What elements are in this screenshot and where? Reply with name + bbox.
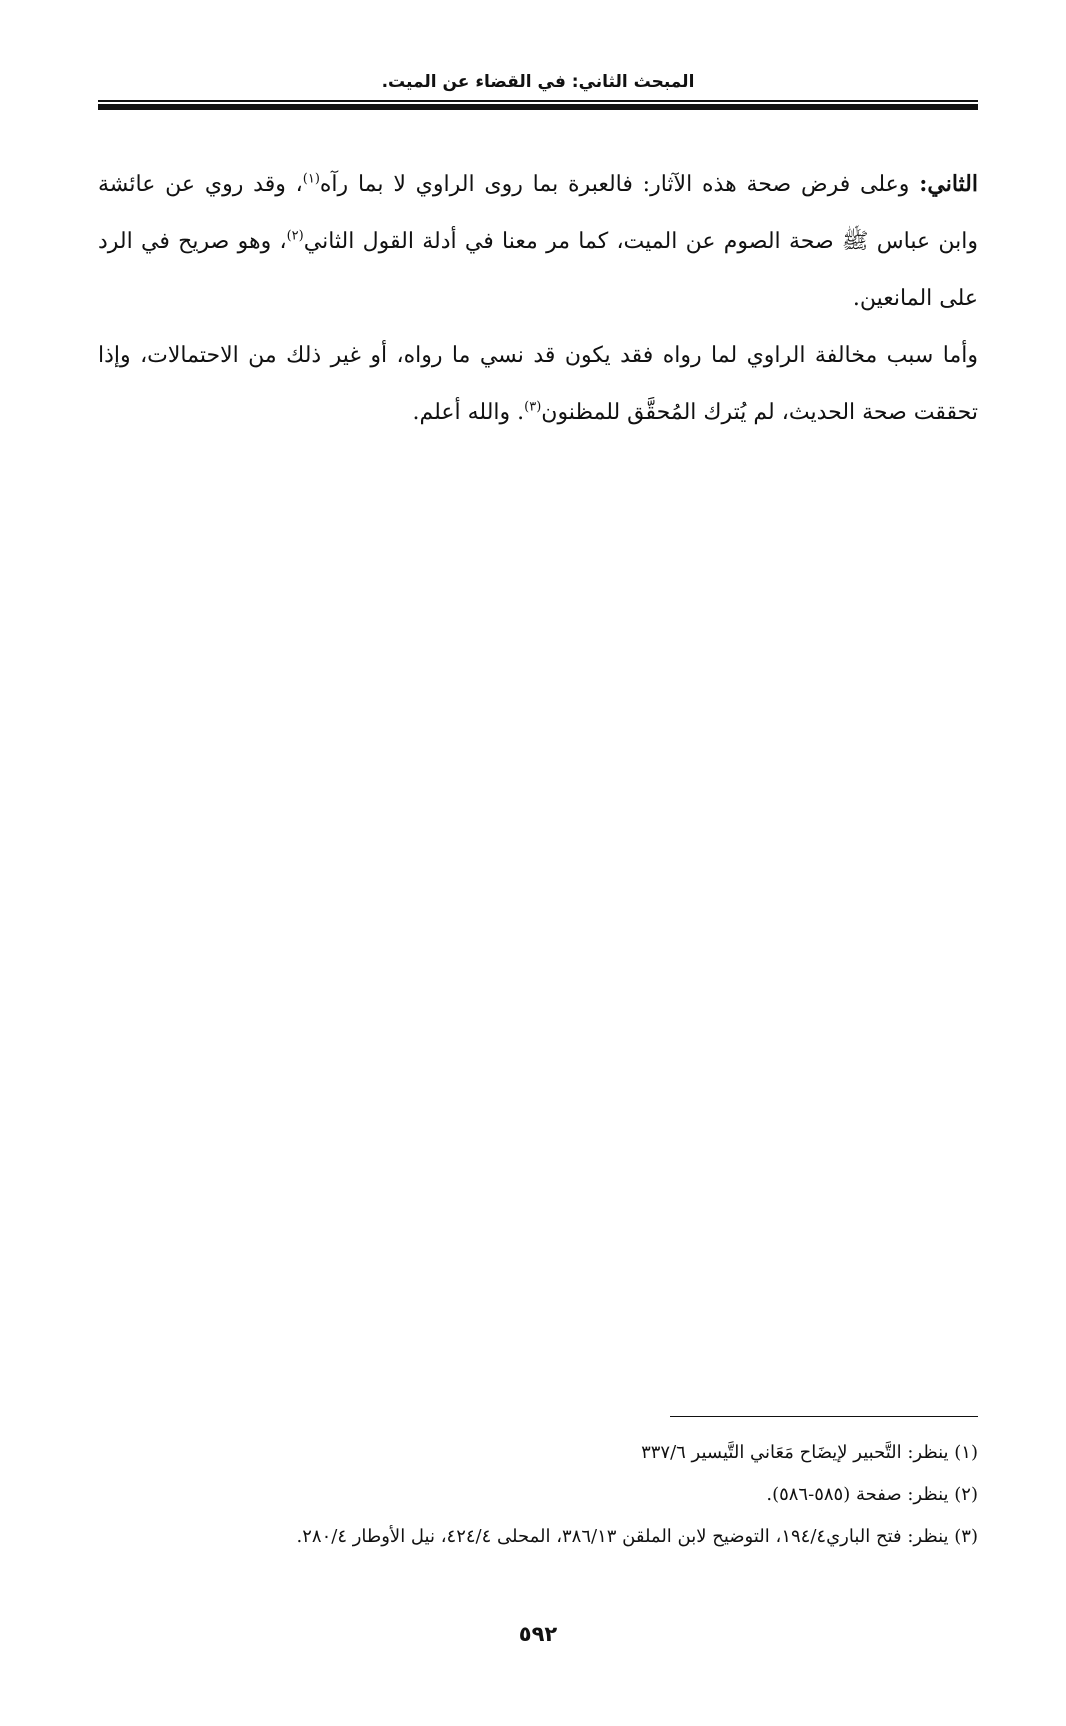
footnotes bbox=[98, 1432, 978, 1558]
paragraph-2-text-b: . والله أعلم. bbox=[412, 400, 525, 425]
footnote-ref-1: (١) bbox=[302, 171, 320, 187]
header-rule-thin bbox=[98, 100, 978, 102]
footnote-separator bbox=[670, 1416, 978, 1417]
footnote-3: (٣) ينظر: فتح الباري١٩٤/٤، التوضيح لابن الملقن ٣٨٦/١٣، المحلى ٤٢٤/٤، نيل الأوطار ٢٨٠/٤. bbox=[296, 1526, 978, 1547]
running-header: المبحث الثاني: في القضاء عن الميت. bbox=[381, 72, 695, 92]
footnote-2: (٢) ينظر: صفحة (٥٨٥-٥٨٦). bbox=[766, 1484, 978, 1505]
paragraph-1-text-c: ، وهو صريح في الرد على المانعين. bbox=[98, 229, 978, 311]
paragraph-1 bbox=[98, 156, 978, 327]
paragraph-2-text-a: وأما سبب مخالفة الراوي لما رواه فقد يكون قد نسي ما رواه، أو غير ذلك من الاحتمالات، وإذا تحققت صحة الحديث، لم يُترك المُحقَّق للمظنون bbox=[98, 343, 978, 425]
main-text bbox=[98, 156, 978, 441]
footnote-ref-3: (٣) bbox=[524, 399, 542, 415]
page-number: ٥٩٢ bbox=[518, 1622, 558, 1646]
paragraph-lead: الثاني: bbox=[919, 171, 978, 197]
paragraph-2 bbox=[98, 327, 978, 441]
paragraph-1-text-b: ، وقد روي عن عائشة وابن عباس ﷺ صحة الصوم عن الميت، كما مر معنا في أدلة القول الثاني bbox=[98, 172, 978, 254]
footnote-ref-2: (٢) bbox=[286, 228, 304, 244]
paragraph-1-text-a: وعلى فرض صحة هذه الآثار: فالعبرة بما روى الراوي لا بما رآه bbox=[319, 172, 920, 197]
header-rule-thick bbox=[98, 104, 978, 110]
footnote-1: (١) ينظر: التَّحبير لإيضَاح مَعَاني التَّيسير ٣٣٧/٦ bbox=[641, 1442, 978, 1463]
